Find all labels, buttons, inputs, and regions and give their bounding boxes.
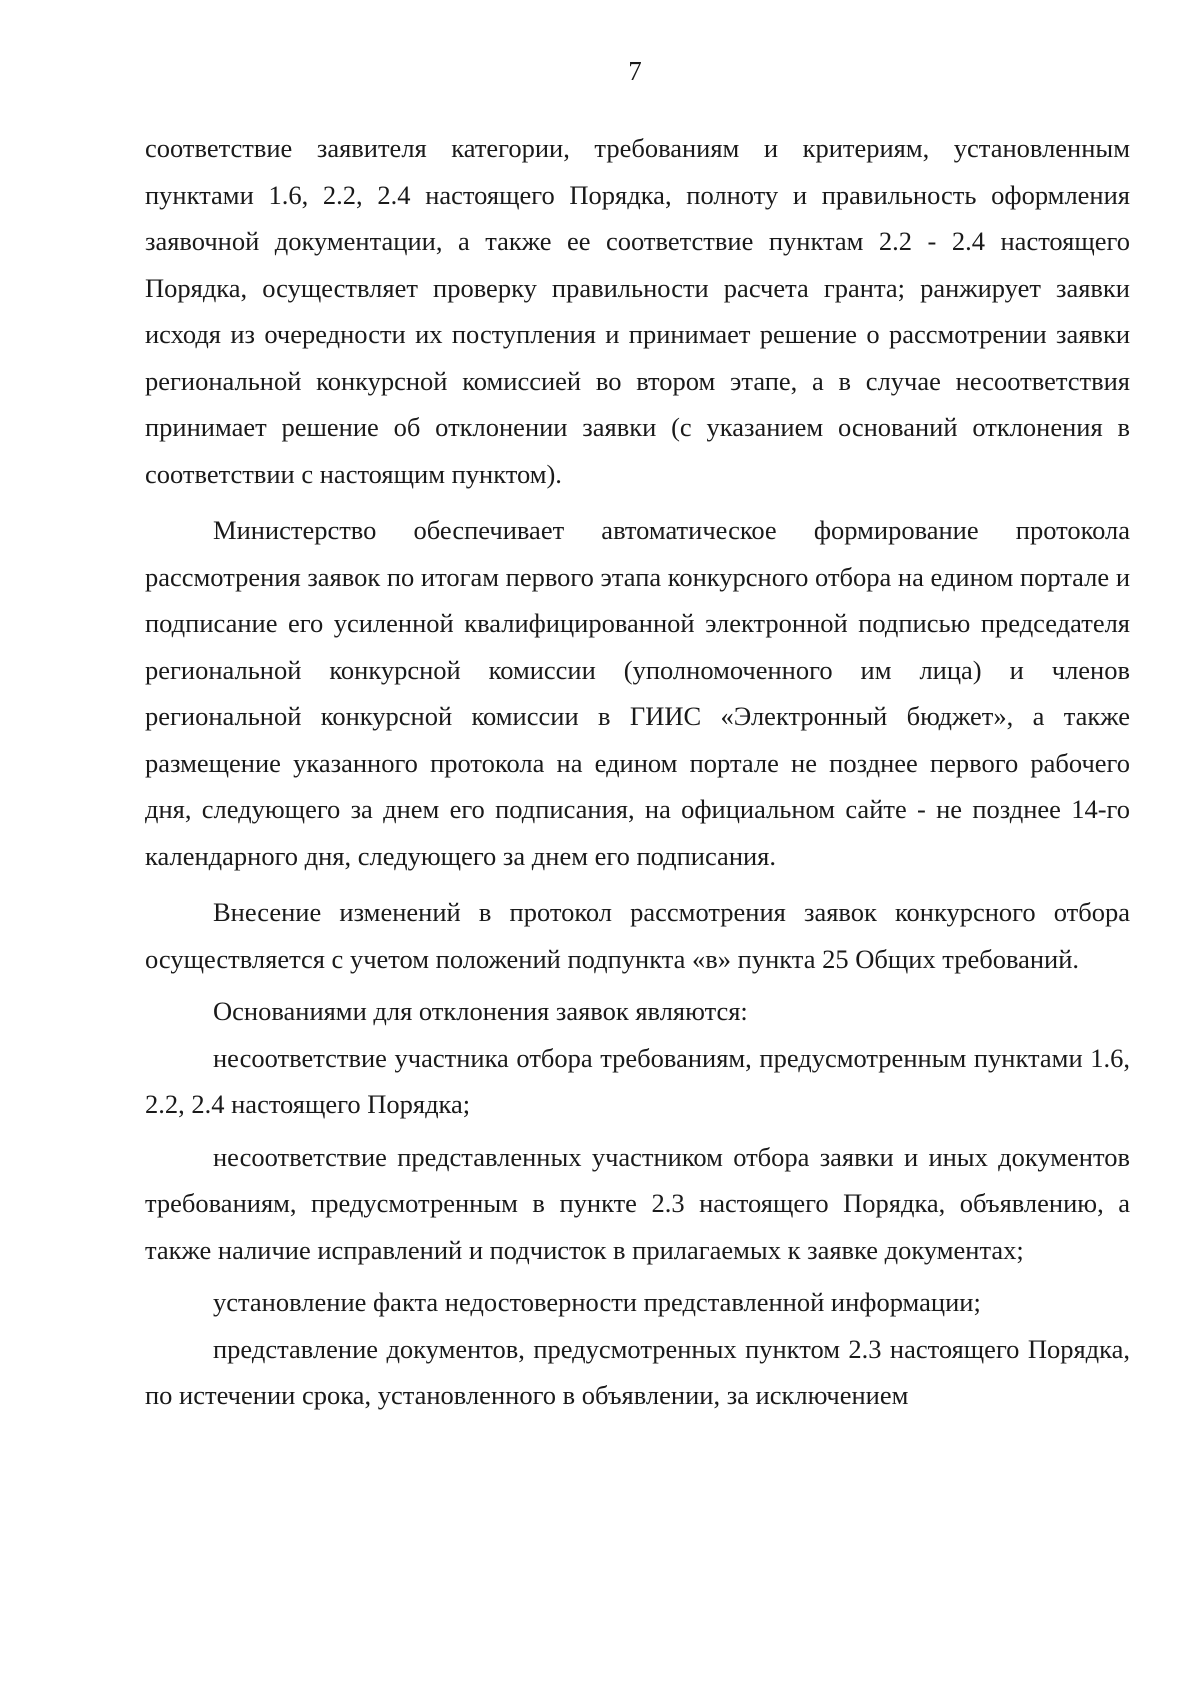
paragraph-ground-participant-mismatch: несоответствие участника отбора требованиям, предусмотренным пунктами 1.6, 2.2, 2.4 настоящего Порядка; [145,1042,1130,1119]
paragraph-ground-documents-mismatch: несоответствие представленных участником отбора заявки и иных документов требованиям, предусмотренным в пункте 2.3 настоящего Порядка, объявлению, а также наличие исправлений и подчисток в прилагаемых к заявке документах; [145,1141,1130,1265]
page-number: 7 [628,56,642,86]
paragraph-rejection-grounds-intro: Основаниями для отклонения заявок являются: [213,996,748,1026]
paragraph-ground-late-submission: представление документов, предусмотренных пунктом 2.3 настоящего Порядка, по истечении срока, установленного в объявлении, за исключением [145,1333,1130,1410]
paragraph-protocol-formation: Министерство обеспечивает автоматическое формирование протокола рассмотрения заявок по итогам первого этапа конкурсного отбора на едином портале и подписание его усиленной квалифицированной электронной подписью председателя региональной конкурсной комиссии (уполномоченного им лица) и членов региональной конкурсной комиссии в ГИИС «Электронный бюджет», а также размещение указанного протокола на едином портале не позднее первого рабочего дня, следующего за днем его подписания, на официальном сайте - не позднее 14-го календарного дня, следующего за днем его подписания. [145,515,1130,871]
document-body [145,125,1130,1419]
paragraph-protocol-changes: Внесение изменений в протокол рассмотрения заявок конкурсного отбора осуществляется с учетом положений подпункта «в» пункта 25 Общих требований. [145,897,1130,974]
paragraph-ground-false-information: установление факта недостоверности представленной информации; [213,1287,981,1317]
paragraph-continuation: соответствие заявителя категории, требованиям и критериям, установленным пунктами 1.6, 2.2, 2.4 настоящего Порядка, полноту и правильность оформления заявочной документации, а также ее соответствие пунктам 2.2 - 2.4 настоящего Порядка, осуществляет проверку правильности расчета гранта; ранжирует заявки исходя из очередности их поступления и принимает решение о рассмотрении заявки региональной конкурсной комиссией во втором этапе, а в случае несоответствия принимает решение об отклонении заявки (с указанием оснований отклонения в соответствии с настоящим пунктом). [145,133,1130,489]
